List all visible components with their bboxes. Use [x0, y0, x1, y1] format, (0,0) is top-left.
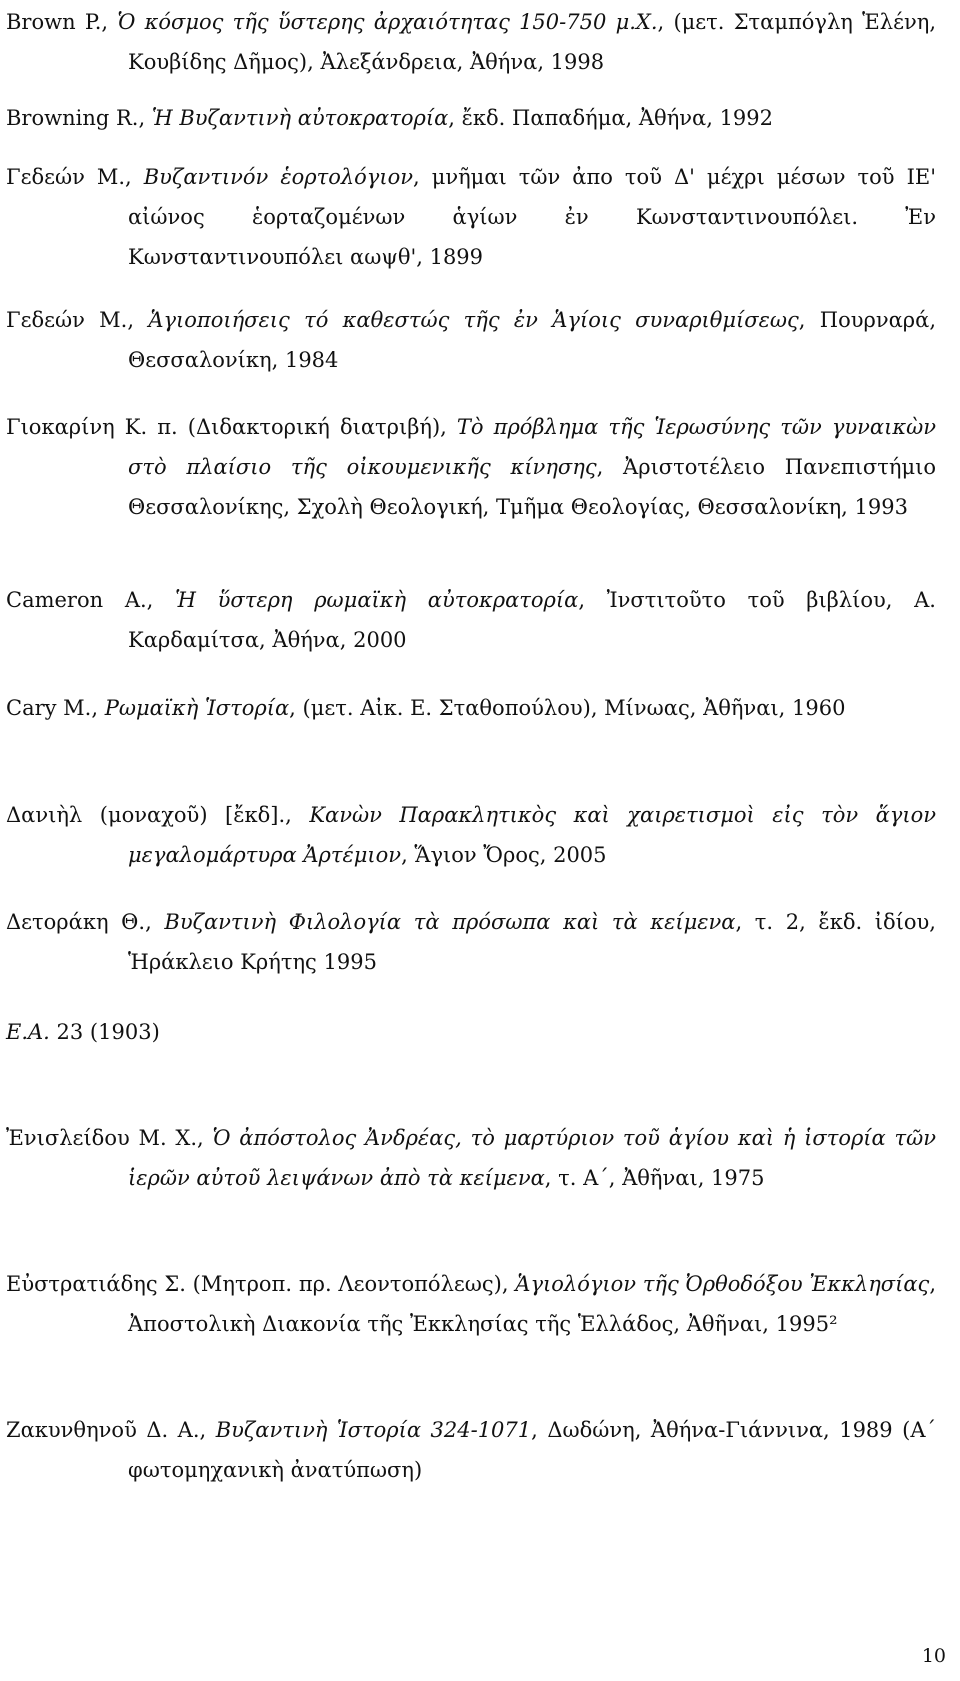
entry-author: Γιοκαρίνη Κ. π. (Διδακτορική διατριβή),: [6, 415, 457, 439]
entry-title: Ἁγιοποιήσεις τό καθεστώς τῆς ἐν Ἁγίοις συναριθμίσεως: [148, 308, 799, 332]
entry-title: Ἁγιολόγιον τῆς Ὀρθοδόξου Ἐκκλησίας: [515, 1272, 930, 1296]
entry-title: Ρωμαϊκὴ Ἱστορία: [104, 696, 290, 720]
entry-title: Βυζαντινὴ Ἱστορία 324-1071: [215, 1418, 532, 1442]
bibliography-entry: [6, 407, 936, 527]
entry-details: , ἔκδ. Παπαδήμα, Ἀθήνα, 1992: [448, 106, 774, 130]
entry-author: Browning R.,: [6, 106, 152, 130]
bibliography-entry: [6, 1410, 936, 1490]
entry-details: , Ἰνστιτοῦτο τοῦ βιβλίου, Α. Καρδαμίτσα, Ἀθήνα, 2000: [128, 588, 936, 652]
entry-author: Δανιὴλ (μοναχοῦ) [ἔκδ].,: [6, 803, 310, 827]
entry-details: , μνῆμαι τῶν ἀπο τοῦ Δ' μέχρι μέσων τοῦ ΙΕ' αἰώνος ἑορταζομένων ἁγίων ἐν Κωνσταντινουπόλει. Ἐν Κωνσταντινουπόλει αωψθ', 1899: [128, 165, 936, 269]
entry-author: Δετοράκη Θ.,: [6, 910, 165, 934]
bibliography-entry: [6, 1118, 936, 1198]
entry-details: , Ἅγιον Ὄρος, 2005: [401, 843, 607, 867]
entry-title: Ε.Α.: [6, 1020, 50, 1044]
entry-details: , τ. 2, ἔκδ. ἰδίου, Ἡράκλειο Κρήτης 1995: [128, 910, 936, 974]
bibliography-entry: [6, 688, 936, 728]
entry-title: Τὸ πρόβλημα τῆς Ἱερωσύνης τῶν γυναικὼν στὸ πλαίσιο τῆς οἰκουμενικῆς κίνησης: [128, 415, 936, 479]
entry-details: , Ἀποστολικὴ Διακονία τῆς Ἐκκλησίας τῆς Ἑλλάδος, Ἀθῆναι, 1995²: [128, 1272, 936, 1336]
entry-title: Κανὼν Παρακλητικὸς καὶ χαιρετισμοὶ εἰς τὸν ἅγιον μεγαλομάρτυρα Ἀρτέμιον: [128, 803, 936, 867]
entry-details: , (μετ. Αἰκ. Ε. Σταθοπούλου), Μίνωας, Ἀθῆναι, 1960: [289, 696, 846, 720]
bibliography-entry: [6, 98, 936, 138]
entry-author: Ἐνισλείδου Μ. Χ.,: [6, 1126, 213, 1150]
entry-title: Βυζαντινὴ Φιλολογία τὰ πρόσωπα καὶ τὰ κείμενα: [164, 910, 736, 934]
entry-details: , Πουρναρά, Θεσσαλονίκη, 1984: [128, 308, 936, 372]
entry-title: Βυζαντινόν ἑορτολόγιον: [143, 165, 413, 189]
entry-title: Ἡ Βυζαντινὴ αὐτοκρατορία: [151, 106, 449, 130]
entry-author: Brown P.,: [6, 10, 118, 34]
bibliography-entry: [6, 157, 936, 277]
entry-details: 23 (1903): [49, 1020, 160, 1044]
page-number: 10: [921, 1645, 946, 1667]
entry-title: Ὁ κόσμος τῆς ὕστερης ἀρχαιότητας 150-750 μ.Χ.: [117, 10, 658, 34]
entry-author: Γεδεών Μ.,: [6, 165, 144, 189]
bibliography-entry: [6, 2, 936, 82]
entry-author: Cary M.,: [6, 696, 105, 720]
bibliography-entry: [6, 902, 936, 982]
entry-author: Ζακυνθηνοῦ Δ. Α.,: [6, 1418, 216, 1442]
bibliography-entry: [6, 1264, 936, 1344]
entry-title: Ὁ ἀπόστολος Ἀνδρέας, τὸ μαρτύριον τοῦ ἁγίου καὶ ἡ ἱστορία τῶν ἱερῶν αὐτοῦ λειψάνων ἀπὸ τὰ κείμενα: [128, 1126, 936, 1190]
entry-details: , τ. Α΄, Ἀθῆναι, 1975: [544, 1166, 765, 1190]
bibliography-entry: [6, 580, 936, 660]
entry-author: Γεδεών Μ.,: [6, 308, 149, 332]
bibliography-entry: [6, 795, 936, 875]
entry-author: Cameron A.,: [6, 588, 176, 612]
entry-author: Εὐστρατιάδης Σ. (Μητροπ. πρ. Λεοντοπόλεως),: [6, 1272, 516, 1296]
entry-details: , (μετ. Σταμπόγλη Ἑλένη, Κουβίδης Δῆμος), Ἀλεξάνδρεια, Ἀθήνα, 1998: [128, 10, 936, 74]
entry-title: Ἡ ὕστερη ρωμαϊκὴ αὐτοκρατορία: [175, 588, 579, 612]
bibliography-entry: [6, 1012, 936, 1052]
entry-details: , Δωδώνη, Ἀθήνα-Γιάννινα, 1989 (Α΄ φωτομηχανικὴ ἀνατύπωση): [128, 1418, 937, 1482]
bibliography-entry: [6, 300, 936, 380]
entry-details: , Ἀριστοτέλειο Πανεπιστήμιο Θεσσαλονίκης, Σχολὴ Θεολογική, Τμῆμα Θεολογίας, Θεσσαλονίκη, 1993: [128, 455, 936, 519]
